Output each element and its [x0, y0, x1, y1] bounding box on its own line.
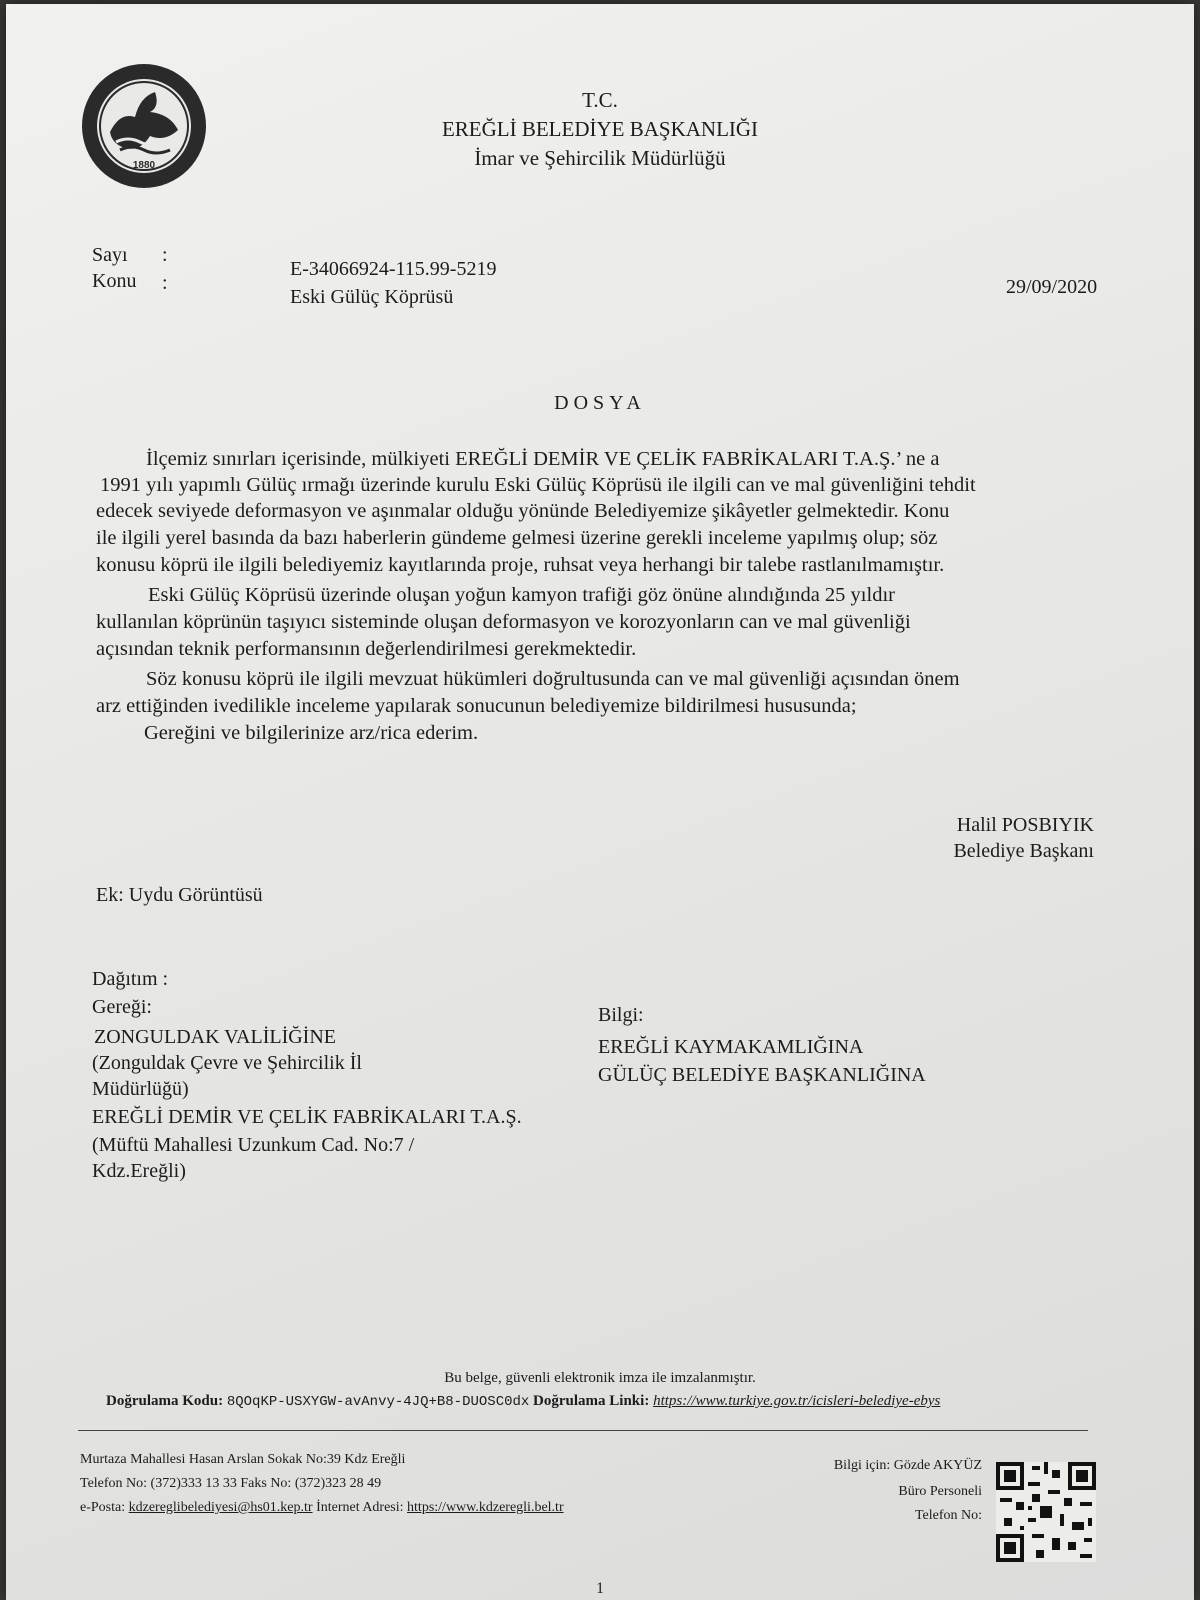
verification-link[interactable]: https://www.turkiye.gov.tr/icisleri-belediye-ebys	[653, 1393, 941, 1409]
body-line: açısından teknik performansının değerlendirilmesi gerekmektedir.	[96, 638, 637, 660]
gere-recipient-line: EREĞLİ DEMİR VE ÇELİK FABRİKALARI T.A.Ş.	[92, 1106, 522, 1128]
footer-address: Murtaza Mahallesi Hasan Arslan Sokak No:39 Kdz Ereğli	[80, 1452, 406, 1467]
header-tc: T.C.	[582, 88, 618, 112]
bilgi-label: Bilgi:	[598, 1004, 644, 1026]
verification-row	[106, 1393, 940, 1410]
attachment-note: Ek: Uydu Görüntüsü	[96, 884, 263, 906]
body-line: kullanılan köprünün taşıyıcı sisteminde oluşan deformasyon ve korozyonların can ve mal güvenliği	[96, 611, 911, 633]
body-line: Eski Gülüç Köprüsü üzerinde oluşan yoğun kamyon trafiği göz önüne alındığında 25 yıldır	[148, 584, 895, 606]
konu-value: Eski Gülüç Köprüsü	[290, 286, 454, 308]
body-line: Söz konusu köprü ile ilgili mevzuat hükümleri doğrultusunda can ve mal güvenliği açısından önem	[146, 668, 960, 690]
bilgi-recipient-line: EREĞLİ KAYMAKAMLIĞINA	[598, 1036, 864, 1058]
konu-label: Konu	[92, 270, 137, 292]
gere-recipient-line: Müdürlüğü)	[92, 1078, 189, 1100]
web-link[interactable]: https://www.kdzeregli.bel.tr	[407, 1500, 564, 1515]
gere-recipient-line: (Zonguldak Çevre ve Şehircilik İl	[92, 1052, 362, 1074]
document-date: 29/09/2020	[1006, 276, 1098, 298]
document-page	[6, 4, 1194, 1600]
gere-recipient-line: (Müftü Mahallesi Uzunkum Cad. No:7 /	[92, 1134, 415, 1156]
body-line: arz ettiğinden ivedilikle inceleme yapılarak sonucunun belediyemize bildirilmesi hususunda;	[96, 695, 857, 717]
footer-phone: Telefon No: (372)333 13 33 Faks No: (372)323 28 49	[80, 1476, 382, 1491]
gere-recipient-line: Kdz.Ereğli)	[92, 1160, 186, 1182]
page-number: 1	[596, 1580, 604, 1597]
body-line: ile ilgili yerel basında da bazı haberlerin gündeme gelmesi üzerine gerekli inceleme yapılmış olup; söz	[96, 527, 938, 549]
signatory-title: Belediye Başkanı	[953, 840, 1094, 862]
gere-label: Gereği:	[92, 996, 152, 1018]
sayi-colon: :	[162, 244, 168, 266]
seal-year: 1880	[132, 160, 156, 171]
verification-code: 8QOqKP-USXYGW-avAnvy-4JQ+B8-DUOSC0dx	[226, 1394, 530, 1410]
body-line: konusu köprü ile ilgili belediyemiz kayıtlarında proje, ruhsat veya herhangi bir talebe rastlanılmamıştır.	[96, 554, 945, 576]
header-municipality: EREĞLİ BELEDİYE BAŞKANLIĞI	[441, 117, 759, 141]
info-contact: Bilgi için: Gözde AKYÜZ	[833, 1458, 982, 1473]
esign-note: Bu belge, güvenli elektronik imza ile imzalanmıştır.	[444, 1370, 756, 1386]
web-label: İnternet Adresi:	[316, 1500, 404, 1515]
info-role: Büro Personeli	[898, 1484, 982, 1499]
verification-link-label: Doğrulama Linki:	[533, 1393, 650, 1409]
header-department: İmar ve Şehircilik Müdürlüğü	[474, 146, 726, 170]
bilgi-recipient-line: GÜLÜÇ BELEDİYE BAŞKANLIĞINA	[598, 1064, 926, 1086]
body-line: 1991 yılı yapımlı Gülüç ırmağı üzerinde kurulu Eski Gülüç Köprüsü ile ilgili can ve mal güvenliğini tehdit	[100, 474, 976, 496]
gere-recipient-line: ZONGULDAK VALİLİĞİNE	[94, 1026, 337, 1048]
konu-colon: :	[162, 272, 168, 294]
email-link[interactable]: kdzereglibelediyesi@hs01.kep.tr	[128, 1500, 313, 1515]
email-label: e-Posta:	[80, 1500, 126, 1515]
footer-divider	[78, 1430, 1088, 1431]
body-line: Gereğini ve bilgilerinize arz/rica ederim.	[144, 722, 479, 744]
info-phone: Telefon No:	[914, 1508, 982, 1523]
sayi-label: Sayı	[92, 244, 128, 266]
qr-code-icon	[996, 1462, 1096, 1562]
sayi-value: E-34066924-115.99-5219	[290, 258, 497, 280]
body-line: edecek seviyede deformasyon ve aşınmalar olduğu yönünde Belediyemize şikâyetler gelmektedir. Konu	[96, 500, 950, 522]
body-line: İlçemiz sınırları içerisinde, mülkiyeti EREĞLİ DEMİR VE ÇELİK FABRİKALARI T.A.Ş.’ ne a	[146, 448, 940, 470]
signatory-name: Halil POSBIYIK	[956, 814, 1094, 836]
footer-contact-row	[80, 1500, 564, 1516]
verification-code-label: Doğrulama Kodu:	[106, 1393, 224, 1409]
document-title: DOSYA	[554, 392, 646, 414]
distribution-label: Dağıtım :	[92, 968, 169, 990]
